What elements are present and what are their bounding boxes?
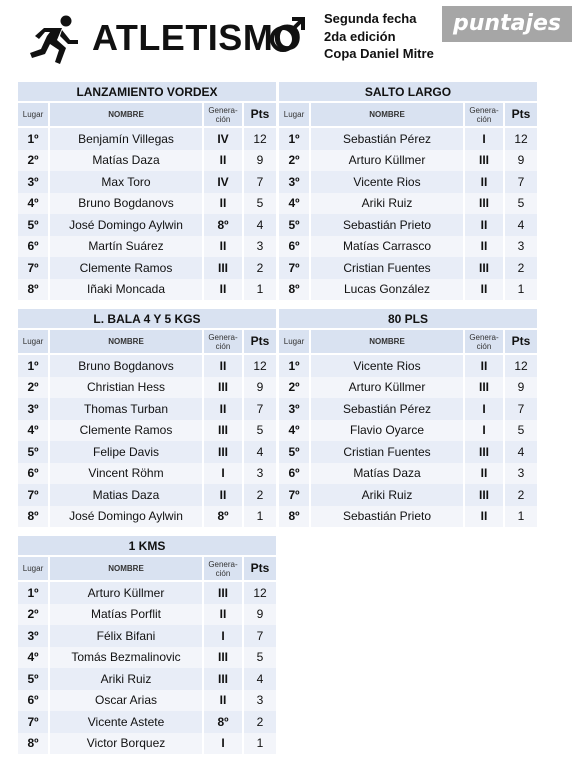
table-row <box>279 441 537 463</box>
col-pts-header: Pts <box>250 334 270 348</box>
column-header-row <box>279 103 537 128</box>
points-cell: 4 <box>256 444 264 459</box>
place-cell: 3º <box>18 398 50 420</box>
generation-cell: IV <box>204 128 244 150</box>
place-cell: 3º <box>279 398 311 420</box>
runner-icon <box>26 14 84 66</box>
name-cell: Cristian Fuentes <box>311 257 465 279</box>
points-cell: 3 <box>256 466 264 481</box>
gen-header-line-2: ción <box>476 114 492 124</box>
points-cell: 7 <box>256 628 264 643</box>
points-cell: 2 <box>256 487 264 502</box>
points-cell: 9 <box>517 153 525 168</box>
points-cell: 5 <box>256 423 264 438</box>
name-cell: Matías Porflit <box>50 604 204 626</box>
place-cell: 5º <box>279 214 311 236</box>
points-cell: 12 <box>253 131 267 146</box>
name-cell: Benjamín Villegas <box>50 128 204 150</box>
name-cell: Vicente Rios <box>311 355 465 377</box>
generation-cell: II <box>465 236 505 258</box>
points-cell: 2 <box>517 260 525 275</box>
points-cell: 3 <box>256 239 264 254</box>
gen-header-line-1: Genera- <box>469 332 499 342</box>
generation-cell: II <box>204 604 244 626</box>
place-cell: 4º <box>18 420 50 442</box>
table-row <box>18 506 276 528</box>
name-cell: Vicente Rios <box>311 171 465 193</box>
table-row <box>18 690 276 712</box>
place-cell: 1º <box>18 355 50 377</box>
points-cell: 5 <box>256 650 264 665</box>
points-cell: 7 <box>517 174 525 189</box>
table-row <box>279 279 537 301</box>
name-cell: Flavio Oyarce <box>311 420 465 442</box>
name-cell: Oscar Arias <box>50 690 204 712</box>
generation-cell: II <box>204 150 244 172</box>
table-row <box>18 193 276 215</box>
generation-cell: I <box>465 420 505 442</box>
points-cell: 3 <box>517 239 525 254</box>
col-pts-header: Pts <box>250 107 270 121</box>
points-cell: 7 <box>256 401 264 416</box>
col-generacion-header <box>204 557 244 580</box>
points-cell: 4 <box>256 671 264 686</box>
points-cell: 9 <box>256 607 264 622</box>
name-cell: Sebastián Prieto <box>311 214 465 236</box>
column-header-row <box>18 557 276 582</box>
gen-header-line-2: ción <box>215 568 231 578</box>
table-row <box>18 355 276 377</box>
generation-cell: III <box>465 193 505 215</box>
table-title: L. BALA 4 Y 5 KGS <box>18 309 276 330</box>
name-cell: Sebastián Pérez <box>311 398 465 420</box>
place-cell: 7º <box>18 257 50 279</box>
col-generacion-header <box>465 330 505 353</box>
name-cell: Sebastián Prieto <box>311 506 465 528</box>
table-row <box>279 484 537 506</box>
generation-cell: I <box>204 625 244 647</box>
points-cell: 1 <box>517 282 525 297</box>
generation-cell: II <box>204 236 244 258</box>
place-cell: 6º <box>18 463 50 485</box>
col-nombre-header: NOMBRE <box>311 330 465 353</box>
name-cell: Victor Borquez <box>50 733 204 755</box>
generation-cell: 8º <box>204 711 244 733</box>
col-nombre-header: NOMBRE <box>50 103 204 126</box>
table-row <box>18 214 276 236</box>
generation-cell: III <box>204 257 244 279</box>
table-row <box>18 668 276 690</box>
points-cell: 5 <box>517 423 525 438</box>
points-cell: 1 <box>256 509 264 524</box>
points-cell: 1 <box>256 736 264 751</box>
gen-header-line-2: ción <box>215 114 231 124</box>
gen-header-line-1: Genera- <box>208 559 238 569</box>
generation-cell: III <box>204 420 244 442</box>
name-cell: Bruno Bogdanovs <box>50 193 204 215</box>
generation-cell: IV <box>204 171 244 193</box>
generation-cell: II <box>204 484 244 506</box>
name-cell: Félix Bifani <box>50 625 204 647</box>
name-cell: Ariki Ruiz <box>50 668 204 690</box>
table-row <box>279 463 537 485</box>
table-lanzamiento-vordex <box>18 82 276 300</box>
points-cell: 2 <box>256 714 264 729</box>
col-lugar-header: Lugar <box>279 103 311 126</box>
table-row <box>18 236 276 258</box>
table-row <box>18 171 276 193</box>
name-cell: Sebastián Pérez <box>311 128 465 150</box>
table-row <box>279 398 537 420</box>
place-cell: 2º <box>18 150 50 172</box>
name-cell: Matías Daza <box>311 463 465 485</box>
name-cell: Matías Carrasco <box>311 236 465 258</box>
generation-cell: II <box>465 463 505 485</box>
table-bala <box>18 309 276 527</box>
col-pts-header: Pts <box>511 107 531 121</box>
table-row <box>18 463 276 485</box>
place-cell: 4º <box>18 193 50 215</box>
name-cell: Matias Daza <box>50 484 204 506</box>
event-info <box>324 10 434 63</box>
table-salto-largo <box>279 82 537 300</box>
name-cell: Christian Hess <box>50 377 204 399</box>
generation-cell: III <box>465 441 505 463</box>
generation-cell: II <box>204 355 244 377</box>
name-cell: Matías Daza <box>50 150 204 172</box>
place-cell: 6º <box>279 236 311 258</box>
place-cell: 2º <box>279 377 311 399</box>
points-cell: 4 <box>517 444 525 459</box>
generation-cell: III <box>204 441 244 463</box>
points-cell: 7 <box>517 401 525 416</box>
table-row <box>279 214 537 236</box>
gen-header-line-2: ción <box>476 341 492 351</box>
table-row <box>18 647 276 669</box>
place-cell: 1º <box>279 355 311 377</box>
place-cell: 6º <box>18 690 50 712</box>
table-row <box>18 150 276 172</box>
table-row <box>18 582 276 604</box>
generation-cell: 8º <box>204 506 244 528</box>
name-cell: Iñaki Moncada <box>50 279 204 301</box>
generation-cell: III <box>465 257 505 279</box>
generation-cell: II <box>465 214 505 236</box>
table-row <box>279 257 537 279</box>
table-row <box>18 377 276 399</box>
generation-cell: 8º <box>204 214 244 236</box>
generation-cell: III <box>204 377 244 399</box>
generation-cell: II <box>465 171 505 193</box>
table-row <box>279 420 537 442</box>
generation-cell: II <box>204 690 244 712</box>
points-cell: 12 <box>253 358 267 373</box>
table-row <box>18 420 276 442</box>
place-cell: 7º <box>18 484 50 506</box>
generation-cell: II <box>204 398 244 420</box>
place-cell: 8º <box>18 733 50 755</box>
table-row <box>279 355 537 377</box>
place-cell: 8º <box>18 506 50 528</box>
col-lugar-header: Lugar <box>18 103 50 126</box>
info-line-2: 2da edición <box>324 28 396 44</box>
name-cell: Felipe Davis <box>50 441 204 463</box>
generation-cell: III <box>465 484 505 506</box>
col-nombre-header: NOMBRE <box>50 330 204 353</box>
name-cell: Clemente Ramos <box>50 420 204 442</box>
name-cell: Ariki Ruiz <box>311 484 465 506</box>
table-row <box>18 279 276 301</box>
table-title: 80 PLS <box>279 309 537 330</box>
place-cell: 4º <box>279 193 311 215</box>
place-cell: 3º <box>18 171 50 193</box>
table-row <box>18 441 276 463</box>
place-cell: 7º <box>18 711 50 733</box>
place-cell: 5º <box>18 668 50 690</box>
points-cell: 4 <box>256 217 264 232</box>
table-row <box>18 733 276 755</box>
table-row <box>279 171 537 193</box>
table-title: 1 KMS <box>18 536 276 557</box>
generation-cell: I <box>204 463 244 485</box>
name-cell: Tomás Bezmalinovic <box>50 647 204 669</box>
points-cell: 9 <box>517 380 525 395</box>
table-row <box>18 257 276 279</box>
place-cell: 4º <box>18 647 50 669</box>
generation-cell: III <box>465 150 505 172</box>
col-generacion-header <box>204 103 244 126</box>
info-line-1: Segunda fecha <box>324 11 417 26</box>
col-lugar-header: Lugar <box>18 330 50 353</box>
place-cell: 5º <box>18 441 50 463</box>
name-cell: Max Toro <box>50 171 204 193</box>
table-row <box>279 377 537 399</box>
points-cell: 3 <box>256 693 264 708</box>
gen-header-line-1: Genera- <box>469 105 499 115</box>
name-cell: Lucas González <box>311 279 465 301</box>
points-cell: 12 <box>253 585 267 600</box>
place-cell: 8º <box>279 506 311 528</box>
col-nombre-header: NOMBRE <box>311 103 465 126</box>
table-row <box>279 236 537 258</box>
place-cell: 2º <box>18 377 50 399</box>
points-cell: 9 <box>256 153 264 168</box>
col-generacion-header <box>465 103 505 126</box>
place-cell: 8º <box>279 279 311 301</box>
name-cell: Cristian Fuentes <box>311 441 465 463</box>
table-row <box>18 484 276 506</box>
points-cell: 5 <box>517 196 525 211</box>
name-cell: Arturo Küllmer <box>50 582 204 604</box>
gen-header-line-1: Genera- <box>208 332 238 342</box>
col-generacion-header <box>204 330 244 353</box>
points-cell: 12 <box>514 358 528 373</box>
gen-header-line-1: Genera- <box>208 105 238 115</box>
place-cell: 7º <box>279 484 311 506</box>
table-80-pls <box>279 309 537 527</box>
generation-cell: I <box>204 733 244 755</box>
place-cell: 2º <box>279 150 311 172</box>
place-cell: 5º <box>18 214 50 236</box>
name-cell: Thomas Turban <box>50 398 204 420</box>
points-cell: 12 <box>514 131 528 146</box>
table-title: LANZAMIENTO VORDEX <box>18 82 276 103</box>
generation-cell: II <box>204 193 244 215</box>
generation-cell: II <box>465 506 505 528</box>
column-header-row <box>279 330 537 355</box>
table-row <box>279 128 537 150</box>
col-pts-header: Pts <box>250 561 270 575</box>
generation-cell: II <box>465 279 505 301</box>
table-row <box>18 128 276 150</box>
place-cell: 1º <box>18 582 50 604</box>
place-cell: 6º <box>279 463 311 485</box>
generation-cell: II <box>465 355 505 377</box>
place-cell: 1º <box>18 128 50 150</box>
name-cell: José Domingo Aylwin <box>50 506 204 528</box>
generation-cell: I <box>465 128 505 150</box>
col-nombre-header: NOMBRE <box>50 557 204 580</box>
table-row <box>18 604 276 626</box>
place-cell: 4º <box>279 420 311 442</box>
place-cell: 3º <box>18 625 50 647</box>
name-cell: Martín Suárez <box>50 236 204 258</box>
table-row <box>18 625 276 647</box>
male-symbol-icon <box>268 14 306 54</box>
name-cell: Clemente Ramos <box>50 257 204 279</box>
place-cell: 3º <box>279 171 311 193</box>
generation-cell: III <box>204 647 244 669</box>
col-lugar-header: Lugar <box>279 330 311 353</box>
points-cell: 7 <box>256 174 264 189</box>
place-cell: 2º <box>18 604 50 626</box>
place-cell: 7º <box>279 257 311 279</box>
place-cell: 5º <box>279 441 311 463</box>
gen-header-line-2: ción <box>215 341 231 351</box>
page-title: ATLETISMO <box>92 17 302 58</box>
points-cell: 3 <box>517 466 525 481</box>
generation-cell: III <box>465 377 505 399</box>
table-row <box>18 398 276 420</box>
name-cell: José Domingo Aylwin <box>50 214 204 236</box>
table-1-kms <box>18 536 276 754</box>
points-cell: 4 <box>517 217 525 232</box>
table-row <box>279 150 537 172</box>
name-cell: Bruno Bogdanovs <box>50 355 204 377</box>
name-cell: Arturo Küllmer <box>311 150 465 172</box>
generation-cell: III <box>204 668 244 690</box>
generation-cell: I <box>465 398 505 420</box>
table-title: SALTO LARGO <box>279 82 537 103</box>
table-row <box>279 193 537 215</box>
name-cell: Arturo Küllmer <box>311 377 465 399</box>
points-cell: 5 <box>256 196 264 211</box>
generation-cell: II <box>204 279 244 301</box>
place-cell: 8º <box>18 279 50 301</box>
info-line-3: Copa Daniel Mitre <box>324 46 434 61</box>
points-cell: 1 <box>256 282 264 297</box>
table-row <box>18 711 276 733</box>
column-header-row <box>18 330 276 355</box>
points-cell: 1 <box>517 509 525 524</box>
name-cell: Vicente Astete <box>50 711 204 733</box>
points-cell: 9 <box>256 380 264 395</box>
column-header-row <box>18 103 276 128</box>
table-row <box>279 506 537 528</box>
points-cell: 2 <box>256 260 264 275</box>
points-cell: 2 <box>517 487 525 502</box>
name-cell: Ariki Ruiz <box>311 193 465 215</box>
col-lugar-header: Lugar <box>18 557 50 580</box>
col-pts-header: Pts <box>511 334 531 348</box>
scores-badge: puntajes <box>442 6 572 42</box>
generation-cell: III <box>204 582 244 604</box>
place-cell: 6º <box>18 236 50 258</box>
name-cell: Vincent Röhm <box>50 463 204 485</box>
place-cell: 1º <box>279 128 311 150</box>
